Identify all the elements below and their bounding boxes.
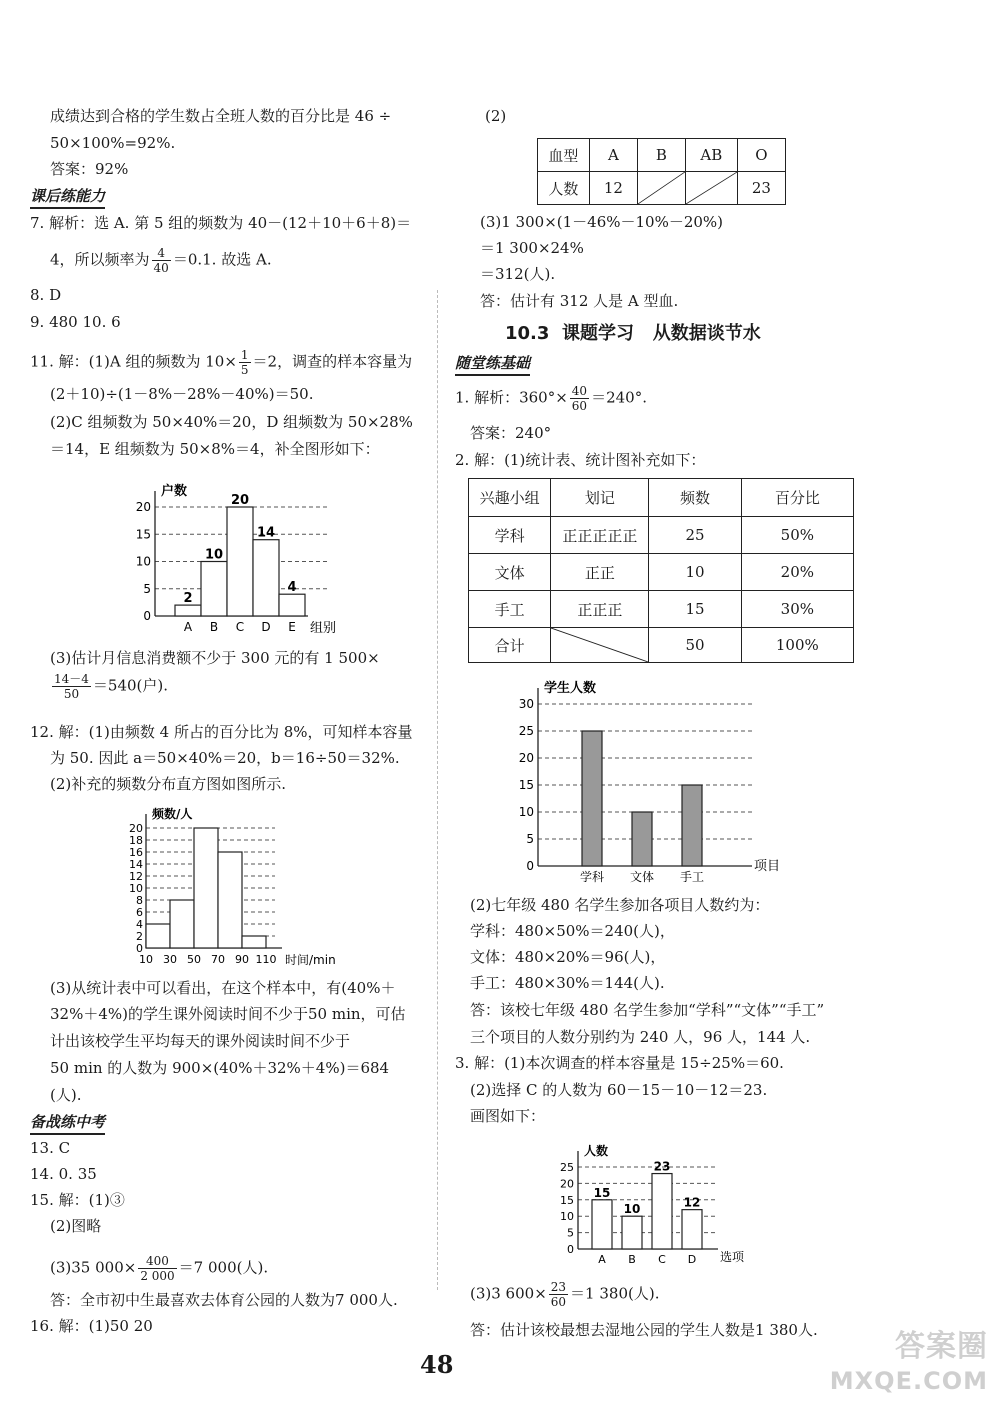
text-line: 答：该校七年级 480 名学生参加“学科”“文体”“手工” <box>470 1001 825 1019</box>
fraction <box>239 348 251 377</box>
table-header-cell: 百分比 <box>741 479 853 517</box>
table-cell: 正正正 <box>551 591 649 628</box>
y-tick-label: 10 <box>129 882 143 895</box>
y-tick-label: 12 <box>129 870 143 883</box>
table-cell-blank <box>685 172 737 205</box>
table-cell-blank <box>637 172 685 205</box>
text-line: (3)估计月信息消费额不少于 300 元的有 1 500× <box>50 649 380 667</box>
text-span: ＝7 000(人). <box>178 1258 269 1277</box>
blood-type-table <box>537 138 786 205</box>
text-line: 3. 解：(1)本次调查的样本容量是 15÷25%＝60. <box>455 1054 784 1072</box>
histogram-bar <box>218 852 242 948</box>
bar <box>201 562 227 617</box>
x-tick-label: 50 <box>187 953 201 966</box>
fraction-num: 40 <box>571 384 588 398</box>
x-axis-label: 组别 <box>310 621 337 636</box>
bar <box>279 594 305 616</box>
x-tick-label: C <box>658 1253 666 1266</box>
fraction <box>152 246 171 275</box>
y-tick-label: 16 <box>129 846 143 859</box>
text-line: ＝14，E 组频数为 50×8%＝4，补全图形如下： <box>50 440 380 458</box>
y-tick-label: 0 <box>136 942 143 955</box>
x-tick-label: 学科 <box>579 870 605 884</box>
table-cell: 血型 <box>538 139 590 172</box>
text-line: ＝1 300×24% <box>480 239 584 257</box>
x-tick-label: B <box>628 1253 636 1266</box>
text-line: 学科：480×50%＝240(人)， <box>470 922 675 940</box>
histogram-bar <box>146 924 170 948</box>
text-line: (3)从统计表中可以看出，在这个样本中，有(40%＋ <box>50 979 396 997</box>
fraction-den: 60 <box>571 399 588 413</box>
x-tick-label: 10 <box>139 953 153 966</box>
table-cell: 23 <box>737 172 785 205</box>
table-cell: 100% <box>741 628 853 663</box>
x-tick-label: A <box>598 1253 606 1266</box>
fraction <box>570 384 589 413</box>
table-header-cell: 划记 <box>551 479 649 517</box>
y-tick-label: 20 <box>560 1177 574 1191</box>
table-cell: 30% <box>741 591 853 628</box>
text-line: 32%＋4%)的学生课外阅读时间不少于50 min，可估 <box>50 1005 406 1023</box>
watermark <box>830 1330 988 1398</box>
table-cell: 50 <box>649 628 741 663</box>
table-cell: 50% <box>741 517 853 554</box>
text-span: 4，所以频率为 <box>50 250 150 269</box>
data-label: 12 <box>683 1195 701 1210</box>
bar <box>253 540 279 616</box>
table-header-cell: 兴趣小组 <box>469 479 551 517</box>
fraction-den: 2 000 <box>140 1269 175 1283</box>
y-tick-label: 5 <box>567 1226 574 1240</box>
section-heading: 随堂练基础 <box>455 352 530 376</box>
text-line: (2)图略 <box>50 1217 102 1235</box>
text-line: 为 50. 因此 a＝50×40%＝20，b＝16÷50＝32%. <box>50 749 400 767</box>
text-line: 答：全市初中生最喜欢去体育公园的人数为7 000人. <box>50 1291 398 1309</box>
section-heading: 课后练能力 <box>30 185 105 209</box>
x-tick-label: A <box>183 620 193 634</box>
table-cell: 手工 <box>469 591 551 628</box>
y-tick-label: 0 <box>526 859 534 873</box>
fraction-den: 50 <box>63 687 80 701</box>
text-line <box>470 1280 659 1309</box>
text-line: 答：估计有 312 人是 A 型血. <box>480 292 679 310</box>
text-line: 文体：480×20%＝96(人)， <box>470 948 666 966</box>
answer-line: 答案：92% <box>50 160 129 178</box>
y-axis-label: 户数 <box>161 484 188 499</box>
table-cell: 人数 <box>538 172 590 205</box>
fraction-num: 1 <box>240 348 249 362</box>
text-span: ＝240°. <box>591 388 647 407</box>
text-line: (2) <box>485 107 507 125</box>
text-line: (3)1 300×(1－46%－10%－20%) <box>480 213 724 231</box>
y-tick-label: 25 <box>518 724 534 738</box>
table-cell: 合计 <box>469 628 551 663</box>
text-line <box>50 672 168 701</box>
bar <box>592 1200 612 1249</box>
fraction-num: 4 <box>152 246 171 261</box>
text-line: 画图如下： <box>470 1107 546 1125</box>
text-line: 16. 解：(1)50 20 <box>30 1317 153 1335</box>
fraction <box>138 1254 176 1283</box>
y-axis-label: 学生人数 <box>544 681 597 696</box>
text-span: ＝540(户). <box>92 676 169 695</box>
data-label: 15 <box>593 1185 611 1200</box>
y-axis-label: 频数/人 <box>152 807 193 821</box>
table-cell: A <box>589 139 637 172</box>
interest-group-table <box>468 478 854 663</box>
data-label: 10 <box>623 1202 641 1217</box>
x-tick-label: B <box>209 620 219 634</box>
fraction-num: 23 <box>550 1280 567 1294</box>
y-tick-label: 25 <box>560 1161 574 1174</box>
table-cell: 学科 <box>469 517 551 554</box>
data-label: 10 <box>204 547 224 563</box>
table-cell: 25 <box>649 517 741 554</box>
data-label: 23 <box>653 1159 671 1174</box>
bar <box>227 507 253 616</box>
text-line: 计出该校学生平均每天的课外阅读时间不少于 <box>50 1032 351 1050</box>
text-line: 成绩达到合格的学生数占全班人数的百分比是 46 ÷ <box>50 107 392 125</box>
text-line: 14. 0. 35 <box>30 1165 97 1183</box>
section-title: 10.3 课题学习 从数据谈节水 <box>505 323 761 344</box>
text-line: 7. 解析：选 A. 第 5 组的频数为 40－(12＋10＋6＋8)＝ <box>30 214 412 232</box>
y-axis-label: 人数 <box>584 1144 609 1158</box>
text-line: 12. 解：(1)由频数 4 所占的百分比为 8%，可知样本容量 <box>30 723 413 741</box>
bar <box>175 605 201 616</box>
text-span: ＝1 380(人). <box>570 1284 660 1303</box>
text-line: 2. 解：(1)统计表、统计图补充如下： <box>455 451 706 469</box>
chart-interest-bars <box>490 672 800 888</box>
fraction <box>549 1280 568 1309</box>
text-line: (2)选择 C 的人数为 60－15－10－12＝23. <box>470 1081 768 1099</box>
table-cell: O <box>737 139 785 172</box>
text-line: 50×100%=92%. <box>50 134 176 152</box>
text-span: 1. 解析：360°× <box>455 388 568 407</box>
y-tick-label: 30 <box>518 697 534 711</box>
table-cell: 15 <box>649 591 741 628</box>
histogram-bar <box>242 936 266 948</box>
fraction-num: 400 <box>138 1254 176 1269</box>
text-line: (2)补充的频数分布直方图如图所示. <box>50 775 287 793</box>
section-heading: 备战练中考 <box>30 1111 105 1135</box>
text-line: 50 min 的人数为 900×(40%＋32%＋4%)＝684 <box>50 1059 390 1077</box>
x-tick-label: 70 <box>211 953 225 966</box>
text-line: 答：估计该校最想去湿地公园的学生人数是1 380人. <box>470 1321 818 1339</box>
text-line <box>30 348 412 377</box>
y-tick-label: 2 <box>136 930 143 943</box>
y-tick-label: 10 <box>518 805 534 819</box>
table-cell: 20% <box>741 554 853 591</box>
table-cell: 正正 <box>551 554 649 591</box>
text-line <box>50 1254 268 1283</box>
text-span: ＝2，调查的样本容量为 <box>252 352 413 371</box>
x-tick-label: 文体 <box>629 870 655 884</box>
y-tick-label: 20 <box>135 500 151 514</box>
x-tick-label: D <box>261 620 271 634</box>
y-tick-label: 5 <box>526 832 534 846</box>
y-tick-label: 10 <box>135 554 151 569</box>
bar <box>652 1174 672 1249</box>
y-tick-label: 15 <box>135 527 151 542</box>
y-tick-label: 20 <box>518 751 534 765</box>
text-span: 11. 解：(1)A 组的频数为 10× <box>30 352 237 371</box>
text-span: (3)3 600× <box>470 1284 547 1303</box>
text-line: 9. 480 10. 6 <box>30 313 121 331</box>
table-cell-blank <box>551 628 649 663</box>
table-header-cell: 频数 <box>649 479 741 517</box>
table-cell: B <box>637 139 685 172</box>
text-line: (2)七年级 480 名学生参加各项目人数约为： <box>470 896 770 914</box>
bar <box>682 785 702 866</box>
table-cell: 正正正正正 <box>551 517 649 554</box>
text-span: ＝0.1. 故选 A. <box>172 250 272 269</box>
column-divider <box>437 290 438 1290</box>
fraction-den: 5 <box>240 363 249 377</box>
x-tick-label: E <box>288 620 296 634</box>
table-cell: 10 <box>649 554 741 591</box>
x-tick-label: 90 <box>235 953 249 966</box>
bar <box>682 1210 702 1249</box>
x-tick-label: 30 <box>163 953 177 966</box>
watermark-top: 答案圈 <box>895 1329 988 1364</box>
data-label: 2 <box>183 591 193 607</box>
y-tick-label: 5 <box>143 581 151 596</box>
bar <box>622 1216 642 1249</box>
x-axis-label: 时间/min <box>285 953 336 967</box>
y-tick-label: 15 <box>518 778 534 792</box>
answer-line: 答案：240° <box>470 424 552 442</box>
text-line: (人). <box>50 1086 82 1104</box>
fraction-den: 60 <box>550 1295 567 1309</box>
data-label: 14 <box>256 525 276 541</box>
y-tick-label: 0 <box>143 609 151 623</box>
text-line: ＝312(人). <box>480 265 556 283</box>
text-line: 手工：480×30%＝144(人). <box>470 974 665 992</box>
histogram-bar <box>170 900 194 948</box>
y-tick-label: 20 <box>129 822 143 835</box>
fraction-den: 40 <box>153 261 169 275</box>
x-tick-label: 手工 <box>679 870 705 884</box>
table-cell: 文体 <box>469 554 551 591</box>
y-tick-label: 6 <box>136 906 143 919</box>
bar <box>582 731 602 866</box>
table-cell: AB <box>685 139 737 172</box>
chart-option-bars <box>540 1134 780 1269</box>
chart-reading-histogram <box>110 800 370 972</box>
histogram-bar <box>194 828 218 948</box>
fraction-num: 14－4 <box>54 672 89 686</box>
watermark-bottom: MXQE.COM <box>829 1367 988 1395</box>
fraction <box>52 672 91 701</box>
text-line: 13. C <box>30 1139 71 1157</box>
x-axis-label: 项目 <box>754 859 781 874</box>
y-tick-label: 8 <box>136 894 143 907</box>
bar <box>632 812 652 866</box>
y-tick-label: 18 <box>129 834 143 847</box>
y-tick-label: 10 <box>560 1210 574 1224</box>
text-line <box>50 246 272 275</box>
x-tick-label: C <box>235 620 245 634</box>
x-axis-label: 选项 <box>720 1250 745 1264</box>
y-tick-label: 0 <box>567 1243 574 1256</box>
x-tick-label: D <box>687 1253 697 1266</box>
x-tick-label: 110 <box>255 953 277 966</box>
y-tick-label: 15 <box>560 1193 574 1207</box>
data-label: 20 <box>230 493 250 508</box>
data-label: 4 <box>287 580 297 596</box>
text-line: 15. 解：(1)③ <box>30 1191 125 1209</box>
text-line: 8. D <box>30 286 62 304</box>
y-tick-label: 14 <box>129 858 143 871</box>
page-number: 48 <box>420 1350 454 1379</box>
text-line <box>455 384 647 413</box>
table-cell: 12 <box>589 172 637 205</box>
y-tick-label: 4 <box>136 918 143 931</box>
text-line: (2＋10)÷(1－8%－28%－40%)＝50. <box>50 385 314 403</box>
chart-household-bars <box>120 466 370 646</box>
text-span: (3)35 000× <box>50 1258 137 1277</box>
text-line: (2)C 组频数为 50×40%＝20，D 组频数为 50×28% <box>50 413 413 431</box>
text-line: 三个项目的人数分别约为 240 人，96 人，144 人. <box>470 1028 811 1046</box>
